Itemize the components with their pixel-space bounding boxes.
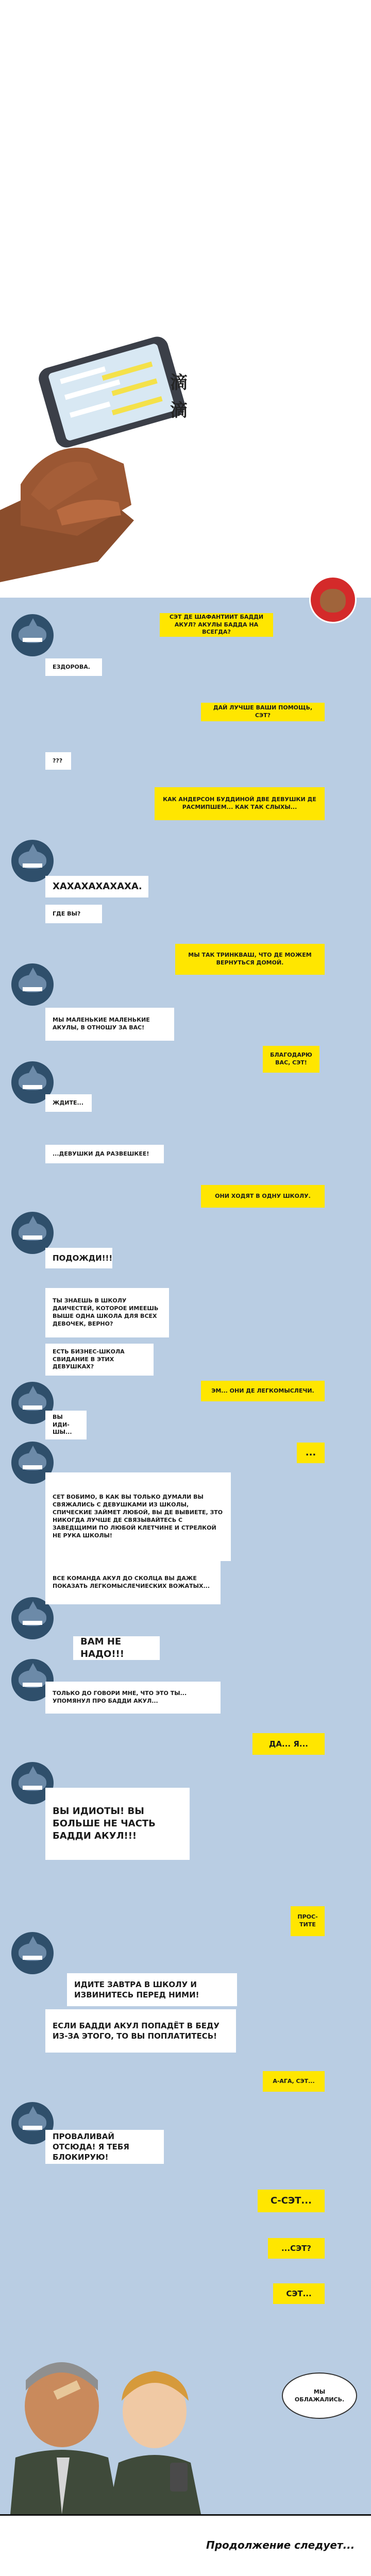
shark-avatar xyxy=(11,963,54,1006)
characters-illustration xyxy=(0,2344,371,2514)
message-out: ДАЙ ЛУЧШЕ ВАШИ ПОМОЩЬ, СЭТ? xyxy=(201,703,325,721)
message-out: ДА... Я... xyxy=(252,1733,325,1755)
message-out: А-АГА, СЭТ... xyxy=(263,2071,325,2092)
message-in: ГДЕ ВЫ? xyxy=(45,905,102,923)
message-out: СЭТ ДЕ ШАФАНТИИТ БАДДИ АКУЛ? АКУЛЫ БАДДА НА ВСЕГДА? xyxy=(160,613,273,637)
message-in: ...ДЕВУШКИ ДА РАЗВЕШКЕЕ! xyxy=(45,1145,164,1163)
shark-avatar xyxy=(11,1932,54,1974)
message-in: ??? xyxy=(45,752,71,770)
speech-bubble: МЫ ОБЛАЖАЛИСЬ. xyxy=(294,2388,345,2403)
message-in: ВЫ ИДИ-ШЫ... xyxy=(45,1411,87,1439)
message-in: ХАХАХАХАХАХА. xyxy=(45,876,148,897)
message-out: КАК АНДЕРСОН БУДДИНОЙ ДВЕ ДЕВУШКИ ДЕ РАСМИПШЕМ... КАК ТАК СЛЫХЫ... xyxy=(155,787,325,820)
message-in: ЕЗДОРОВА. xyxy=(45,658,102,676)
two-characters-drawing xyxy=(0,2344,371,2514)
divider-line xyxy=(0,2514,371,2516)
shark-avatar xyxy=(11,614,54,656)
to-be-continued: Продолжение следует... xyxy=(206,2539,355,2551)
message-out: С-СЭТ... xyxy=(258,2190,325,2212)
phone-illustration xyxy=(0,0,371,598)
message-out: ЭМ... ОНИ ДЕ ЛЕГКОМЫСЛЕЧИ. xyxy=(201,1381,325,1401)
message-in: ВЫ ИДИОТЫ! ВЫ БОЛЬШЕ НЕ ЧАСТЬ БАДДИ АКУЛ!!! xyxy=(45,1788,190,1860)
message-out: ОНИ ХОДЯТ В ОДНУ ШКОЛУ. xyxy=(201,1185,325,1208)
message-in: ЕСЛИ БАДДИ АКУЛ ПОПАДЁТ В БЕДУ ИЗ-ЗА ЭТОГО, ТО ВЫ ПОПЛАТИТЕСЬ! xyxy=(45,2009,236,2053)
message-in: ИДИТЕ ЗАВТРА В ШКОЛУ И ИЗВИНИТЕСЬ ПЕРЕД НИМИ! xyxy=(67,1973,237,2006)
message-out: БЛАГОДАРЮ ВАС, СЭТ! xyxy=(263,1046,319,1073)
message-in: ВСЕ КОМАНДА АКУЛ ДО СКОЛЦА ВЫ ДАЖЕ ПОКАЗАТЬ ЛЕГКОМЫСЛЕЧИЕСКИХ ВОЖАТЫХ... xyxy=(45,1561,221,1604)
message-in: ТЫ ЗНАЕШЬ В ШКОЛУ ДАИЧЕСТЕЙ, КОТОРОЕ ИМЕЕШЬ ВЫШЕ ОДНА ШКОЛА ДЛЯ ВСЕХ ДЕВОЧЕК, ВЕРНО? xyxy=(45,1288,169,1337)
hand-phone-drawing xyxy=(0,0,371,598)
message-in: СЕТ ВОБИМО, В КАК ВЫ ТОЛЬКО ДУМАЛИ ВЫ СВЯЖАЛИСЬ С ДЕВУШКАМИ ИЗ ШКОЛЫ, СПИЧЕСКИЕ ЗАЙМЕТ ЛЮБОЙ, ВЫ ДЕ ВЫВИЕТЕ, ЗТО НИКОГДА ЛУЧШЕ ДЕ СВЯЗЫВАЙТЕСЬ С ЗАВЕДЩИМИ ПО ЛЮБОЙ КЛЕТЧИНЕ И СТРЕЛКОЙ НЕ РУКА ШКОЛЫ! xyxy=(45,1472,231,1561)
message-in: МЫ МАЛЕНЬКИЕ МАЛЕНЬКИЕ АКУЛЫ, В ОТНОШУ ЗА ВАС! xyxy=(45,1008,174,1041)
message-in: ЕСТЬ БИЗНЕС-ШКОЛА СВИДАНИЕ В ЭТИХ ДЕВУШКАХ? xyxy=(45,1344,154,1376)
message-in: ВАМ НЕ НАДО!!! xyxy=(73,1636,160,1660)
message-out: СЭТ... xyxy=(273,2283,325,2304)
friend-avatar xyxy=(309,576,357,623)
message-out: МЫ ТАК ТРИНКВАШ, ЧТО ДЕ МОЖЕМ ВЕРНУТЬСЯ ДОМОЙ. xyxy=(175,944,325,975)
message-out: ... xyxy=(297,1443,325,1463)
message-in: ПРОВАЛИВАЙ ОТСЮДА! Я ТЕБЯ БЛОКИРУЮ! xyxy=(45,2130,164,2164)
message-in: ТОЛЬКО ДО ГОВОРИ МНЕ, ЧТО ЭТО ТЫ... УПОМЯНУЛ ПРО БАДДИ АКУЛ... xyxy=(45,1682,221,1714)
message-in: ЖДИТЕ... xyxy=(45,1094,92,1112)
sound-effect: 滴滴 xyxy=(170,372,188,421)
message-out: ...СЭТ? xyxy=(268,2238,325,2259)
message-out: ПРОС- ТИТЕ xyxy=(291,1906,325,1936)
message-in: ПОДОЖДИ!!! xyxy=(45,1248,112,1268)
